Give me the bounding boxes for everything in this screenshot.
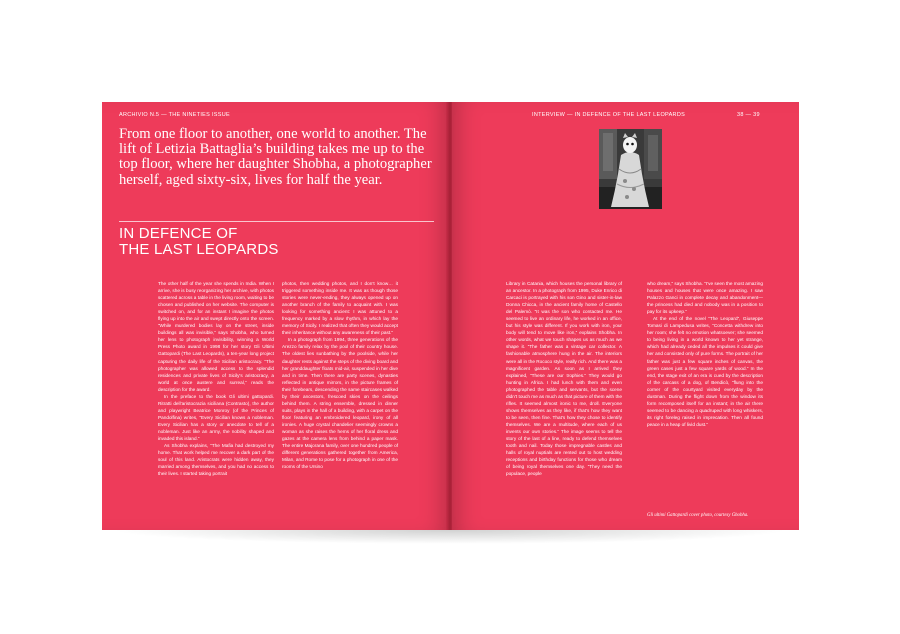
right-running-header: INTERVIEW — IN DEFENCE OF THE LAST LEOPARDS (532, 112, 686, 118)
body-paragraph: As Shobha explains, “The Mafia had destroyed my home. That work helped me recover a dark part of the soul of this land. Aristocrats were hidden away, they married among themselves, and you had no access to their lives. I started taking portrait (158, 443, 274, 477)
body-paragraph: In the preface to the book Gli ultimi gattopardi. Ritratti dell’aristocrazia siciliana (Contrasto), the author and playwright Beatrice Monroy (of the Princes of Pandolfina) writes, “Every Sicilian knows a nobleman. Every Sicilian has a story or anecdote to tell of a nobleman. Just like an army, the nobility shaped and invaded this island.” (158, 393, 274, 442)
body-paragraph: The other half of the year she spends in India. When I arrive, she is busy reorganizing her archive, with photos scattered across a table in the living room, waiting to be chosen and published on her website. The computer is switched on, and for an instant I imagine the photos flying up into the air and swept directly onto the screen. “While murdered bodies lay on the street, inside buildings all was invisible,” says Shobha, who turned her lens to photograph invisibility, winning a World Press Photo award in 1998 for her story Gli Ultimi Gattopardi (The Last Leopards), a ten-year long project capturing the daily life of the Sicilian aristocracy. “The photographer was allowed access to the splendid residences and private lives of Sicily’s aristocracy, a world at once austere and surreal,” reads the description for the award. (158, 281, 274, 392)
right-column-1 (506, 280, 622, 477)
body-paragraph: photos, then wedding photos, and I don’t know… it triggered something inside me. It was as though those stories were never-ending, they always opened up on another branch of the family to acquaint with. I was looking for something ancient: I was attuned to a frequency marked by a slow rhythm, in which lay the memory of Sicily. I realized that often they would accept their inheritance without any awareness of their past.” (282, 281, 398, 336)
right-column-2 (647, 280, 763, 428)
title-divider (119, 221, 434, 222)
body-paragraph: Library in Catania, which houses the personal library of an ancestor. In a photograph from 1995, Duke Enrico di Carcaci is portrayed with his son Gino and sister-in-law Donna Chicca, in the ancient family home of Castello del Palemò. “It was the son who contacted me. He seemed to live an ordinary life, he worked in an office, but his style was different. If you work with iron, your body will tend to move like iron,” explains Shobha. In other words, what we touch shapes us as much as we shape it. “The father was a vintage car collector. A fashionable atmosphere hung in the air. The interiors were all in the Rococo style, really rich. And there was a magnificent garden. As soon as I arrived they explained, “These are our trophies.” They would go hunting in Africa. I had lunch with them and even photographed the table and servants, but the scene didn’t touch me as much as that picture of them with the rifles. It seemed almost ironic to me, droll. Everyone shows themselves as they like, if that’s how they want to be seen, then fine. That’s how they chose to identify themselves. We are a multitude, where each of us invents our own stories.” The image seems to tell the story of the last of a line, ready to defend themselves tooth and nail. Today those impregnable castles and halls of royal nuptials are rented out to host wedding receptions and birthday functions for those who dream of being royal themselves one day. “They need the populace, people (506, 281, 622, 477)
photo-caption: Gli ultimi Gattopardi cover photo, courtesy Ghobha. (647, 513, 749, 518)
left-running-header: ARCHIVIO N.5 — THE NINETIES ISSUE (119, 112, 230, 118)
right-page (452, 102, 799, 530)
woman-portrait-photo (599, 129, 662, 209)
article-title (119, 226, 379, 258)
body-paragraph: At the end of the novel “The Leopard”, Giuseppe Tomasi di Lampedusa writes, “Concetta withdrew into her room; she felt no emotion whatsoever; she seemed to being living in a world known to her yet strange, which had already ceded all the impulses it could give her and consisted only of pure forms. The portrait of her father was just a few square inches of canvas, the green cases just a few square yards of wood.” In the end, the stage exit of an era is cued by the description of the carcass of a dog, of Bendicò, “flung into the corner of the courtyard visited everyday by the dustman. During the flight down from the window its form recomposed itself for an instant; in the air there seemed to be dancing a quadruped with long whiskers, its right foreleg raised in imprecation. Then all found peace in a heap of livid dust.” (647, 316, 763, 427)
left-page (102, 102, 448, 530)
body-paragraph: who dream,” says Shobha. “I’ve seen the most amazing houses and houses that were once amazing. I saw Palazzo Ganci in complete decay and abandonment—the princess had died and nobody was in a position to pay for its upkeep.” (647, 281, 763, 315)
title-line-1: IN DEFENCE OF (119, 225, 238, 242)
lead-paragraph: From one floor to another, one world to another. The lift of Letizia Battaglia’s building takes me up to the top floor, where her daughter Shobha, a photographer herself, aged sixty-six, lives for half the year. (119, 126, 432, 188)
left-column-2 (282, 280, 398, 470)
book-shadow (110, 530, 790, 544)
page-numbers: 38 — 39 (737, 112, 760, 118)
body-paragraph: In a photograph from 1994, three generations of the Arezzo family relax by the pool of their country house. The oldest lies sunbathing by the poolside, while her daughter rests against the steps of the diving board and her granddaughter floats mid-air, suspended in her dive and in time. Then there are party scenes, dynasties reflected in antique mirrors, in the picture frames of their forebears, descending the same staircases walked by their ancestors, frescoed skies on the ceilings behind them. A string ensemble, dressed in dinner suits, plays in the hall of a building, with a carpet on the floor featuring an embroidered leopard, irony of all ironies. A huge crystal chandelier seemingly crowns a woman as she raises the hems of her floral dress and gazes at the camera lens from behind a paper mask. The entire Majorana family, over one hundred people of different generations gathered together from America, Milan, and Rome to pose for a photograph in one of the rooms of the Ursino (282, 337, 398, 470)
left-column-1 (158, 280, 274, 477)
title-line-2: THE LAST LEOPARDS (119, 241, 279, 258)
